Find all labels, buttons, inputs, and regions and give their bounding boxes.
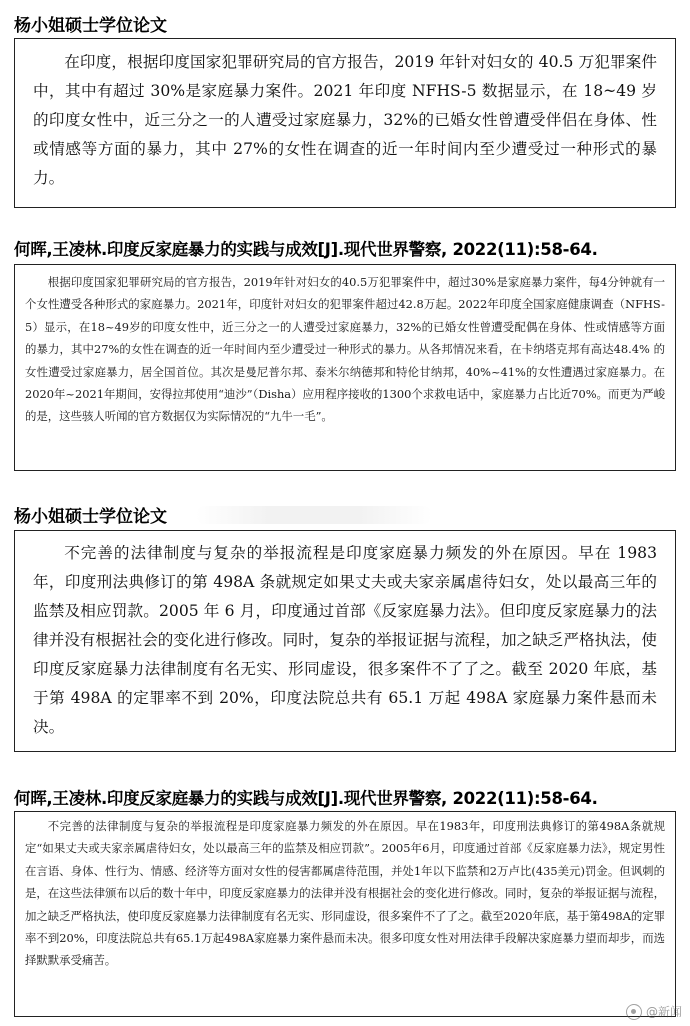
watermark-logo — [626, 1003, 682, 1020]
watermark-text: @新闻 — [645, 1005, 682, 1019]
section-2-text: 根据印度国家犯罪研究局的官方报告，2019年针对妇女的40.5万犯罪案件中，超过30%是家庭暴力案件，每4分钟就有一个女性遭受各种形式的家庭暴力。2021年，印度针对妇女的犯罪案件超过42.8万起。2022年印度全国家庭健康调查（NFHS-5）显示，在18~49岁的印度女性中，近三分之一的人遭受过家庭暴力，32%的已婚女性曾遭受配偶在身体、性或情感等方面的暴力，其中27%的女性在调查的近一年时间内至少遭受过一种形式的暴力。从各邦情况来看，在卡纳塔克邦有高达48.4% 的女性遭受过家庭暴力，居全国首位。其次是曼尼普尔邦、泰米尔纳德邦和特伦甘纳邦，40%~41%的女性遭遇过家庭暴力。在2020年~2021年期间，安得拉邦使用“迪沙”（Disha）应用程序接收的1300个求救电话中，家庭暴力占比近70%。而更为严峻的是，这些骇人听闻的官方数据仅为实际情况的“九牛一毛”。 — [25, 275, 665, 424]
section-1-heading: 杨小姐硕士学位论文 — [14, 16, 167, 36]
section-3-heading: 杨小姐硕士学位论文 — [14, 507, 167, 527]
section-3-text: 不完善的法律制度与复杂的举报流程是印度家庭暴力频发的外在原因。早在 1983 年，印度刑法典修订的第 498A 条就规定如果丈夫或夫家亲属虐待妇女，处以最高三年的监禁及相应罚款。2005 年 6 月，印度通过首部《反家庭暴力法》。但印度反家庭暴力的法律并没有根据社会的变化进行修改。同时，复杂的举报证据与流程，加之缺乏严格执法，使印度反家庭暴力法律制度有名无实、形同虚设，很多案件不了了之。截至 2020 年底，基于第 498A 的定罪率不到 20%，印度法院总共有 65.1 万起 498A 家庭暴力案件悬而未决。 — [33, 544, 657, 736]
section-4-box — [14, 811, 676, 1017]
section-4-text: 不完善的法律制度与复杂的举报流程是印度家庭暴力频发的外在原因。早在1983年，印度刑法典修订的第498A条就规定“如果丈夫或夫家亲属虐待妇女，处以最高三年的监禁及相应罚款”。2005年6月，印度通过首部《反家庭暴力法》，规定男性在言语、身体、性行为、情感、经济等方面对女性的侵害都属虐待范围，并处1年以下监禁和2万卢比(435美元)罚金。但讽刺的是，在这些法律颁布以后的数十年中，印度反家庭暴力的法律并没有根据社会的变化进行修改。同时，复杂的举报证据与流程，加之缺乏严格执法，使印度反家庭暴力法律制度有名无实、形同虚设，很多案件不了了之。截至2020年底，基于第498A的定罪率不到20%，印度法院总共有65.1万起498A家庭暴力案件悬而未决。很多印度女性对用法律手段解决家庭暴力望而却步，而选择默默承受痛苦。 — [25, 819, 665, 968]
section-2-box — [14, 264, 676, 471]
section-3-box — [14, 530, 676, 752]
blurred-watermark — [196, 506, 432, 524]
weibo-icon — [626, 1004, 642, 1020]
section-1-text: 在印度，根据印度国家犯罪研究局的官方报告，2019 年针对妇女的 40.5 万犯罪案件中，其中有超过 30%是家庭暴力案件。2021 年印度 NFHS-5 数据显示，在 18~49 岁的印度女性中，近三分之一的人遭受过家庭暴力，32%的已婚女性曾遭受伴侣在身体、性或情感等方面的暴力，其中 27%的女性在调查的近一年时间内至少遭受过一种形式的暴力。 — [33, 53, 657, 187]
section-1-box — [14, 38, 676, 208]
section-2-heading: 何晖,王凌林.印度反家庭暴力的实践与成效[J].现代世界警察, 2022(11):58-64. — [14, 240, 598, 259]
section-4-heading: 何晖,王凌林.印度反家庭暴力的实践与成效[J].现代世界警察, 2022(11):58-64. — [14, 789, 598, 808]
